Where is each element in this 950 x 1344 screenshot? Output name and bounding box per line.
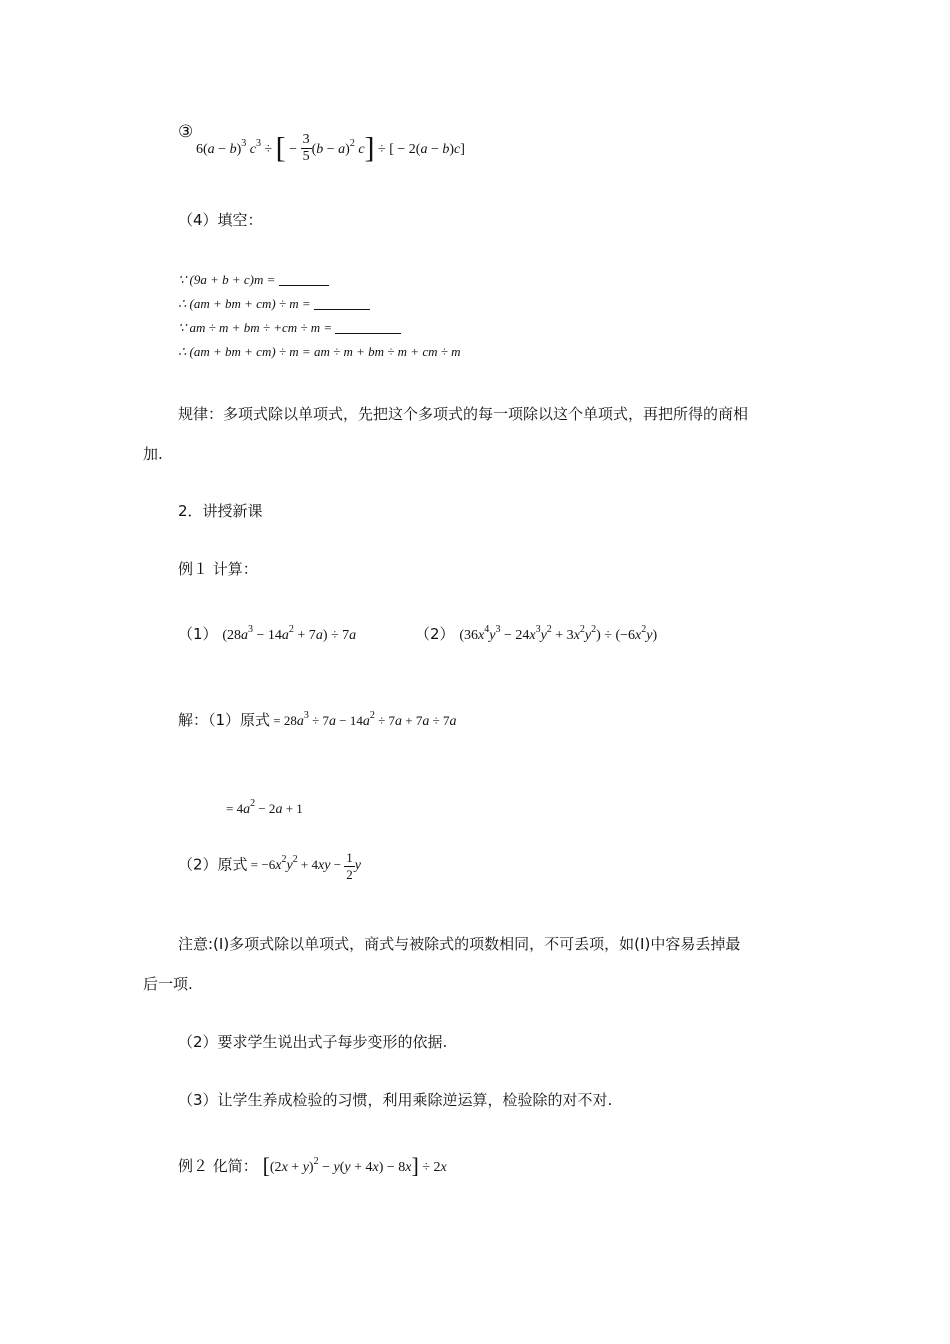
fill-line-4: ∴ (am + bm + cm) ÷ m = am ÷ m + bm ÷ m + cm ÷ m xyxy=(178,344,461,359)
item3-formula: $6(a - b)^3$ $c^3$ ÷ [ − $\frac{3}{5}$ $(b - a)^2$ c] ÷ [ − 2(a − b)c] xyxy=(196,131,465,165)
note-3: （3）让学生养成检验的习惯，利用乘除逆运算，检验除的对不对. xyxy=(178,1091,613,1109)
solution-2-formula: = $-6x^2y^2 + 4xy$ − $\frac{1}{2}$ y xyxy=(247,850,361,882)
fill-line-2 xyxy=(178,294,370,314)
ex1-p2-label: （2） xyxy=(415,625,455,643)
ex2-title: 例２ 化简： xyxy=(178,1157,258,1175)
ex1-problem-1 xyxy=(178,620,356,646)
solution-1-formula: = $28a^3 \div 7a - 14a^2 \div 7a + 7a \div 7a$ xyxy=(270,710,457,729)
fill-blank-2[interactable] xyxy=(314,308,370,310)
fill-line-1-text: ∵ (9a + b + c)m = xyxy=(178,272,279,287)
note-line-1: 注意:(Ⅰ)多项式除以单项式，商式与被除式的项数相同，不可丢项，如(Ⅰ)中容易丢掉最 xyxy=(178,935,741,953)
fill-line-2-text: ∴ (am + bm + cm) ÷ m = xyxy=(178,296,314,311)
ex1-problem-2 xyxy=(415,620,657,646)
solution-1-label: 解：（1）原式 xyxy=(178,711,271,729)
fill-blank-3[interactable] xyxy=(335,332,401,334)
section4-title: （4）填空： xyxy=(178,211,263,229)
fill-line-3-text: ∵ am ÷ m + bm ÷ +cm ÷ m = xyxy=(178,320,336,335)
solution-2 xyxy=(178,850,361,883)
ex2 xyxy=(178,1152,447,1178)
ex1-p1-formula: $(28a^3 - 14a^2 + 7a) \div 7a$ xyxy=(222,624,357,643)
ex1-p2-formula: $(36x^4y^3 - 24x^3y^2 + 3x^2y^2) \div (-6x^2y)$ xyxy=(459,624,658,643)
solution-2-label: （2）原式 xyxy=(178,855,248,874)
rule-line-2: 加. xyxy=(143,445,163,463)
solution-1-result: = $4a^2 - 2a + 1$ xyxy=(226,798,303,817)
rule-line-1: 规律：多项式除以单项式，先把这个多项式的每一项除以这个单项式，再把所得的商相 xyxy=(178,405,749,423)
note-line-2: 后一项. xyxy=(143,975,193,993)
section2-title: 2．讲授新课 xyxy=(178,502,263,520)
ex1-p1-label: （1） xyxy=(178,625,218,643)
ex2-formula: $[(2x + y)^2 - y(y + 4x) - 8x] \div 2x$ xyxy=(262,1153,447,1178)
fill-blank-1[interactable] xyxy=(279,284,329,286)
item3-label: ③ xyxy=(178,122,194,142)
note-2: （2）要求学生说出式子每步变形的依据. xyxy=(178,1033,448,1051)
solution-1 xyxy=(178,706,457,732)
ex1-title: 例１ 计算： xyxy=(178,560,258,578)
fill-line-1 xyxy=(178,270,329,290)
fill-line-3 xyxy=(178,318,401,338)
